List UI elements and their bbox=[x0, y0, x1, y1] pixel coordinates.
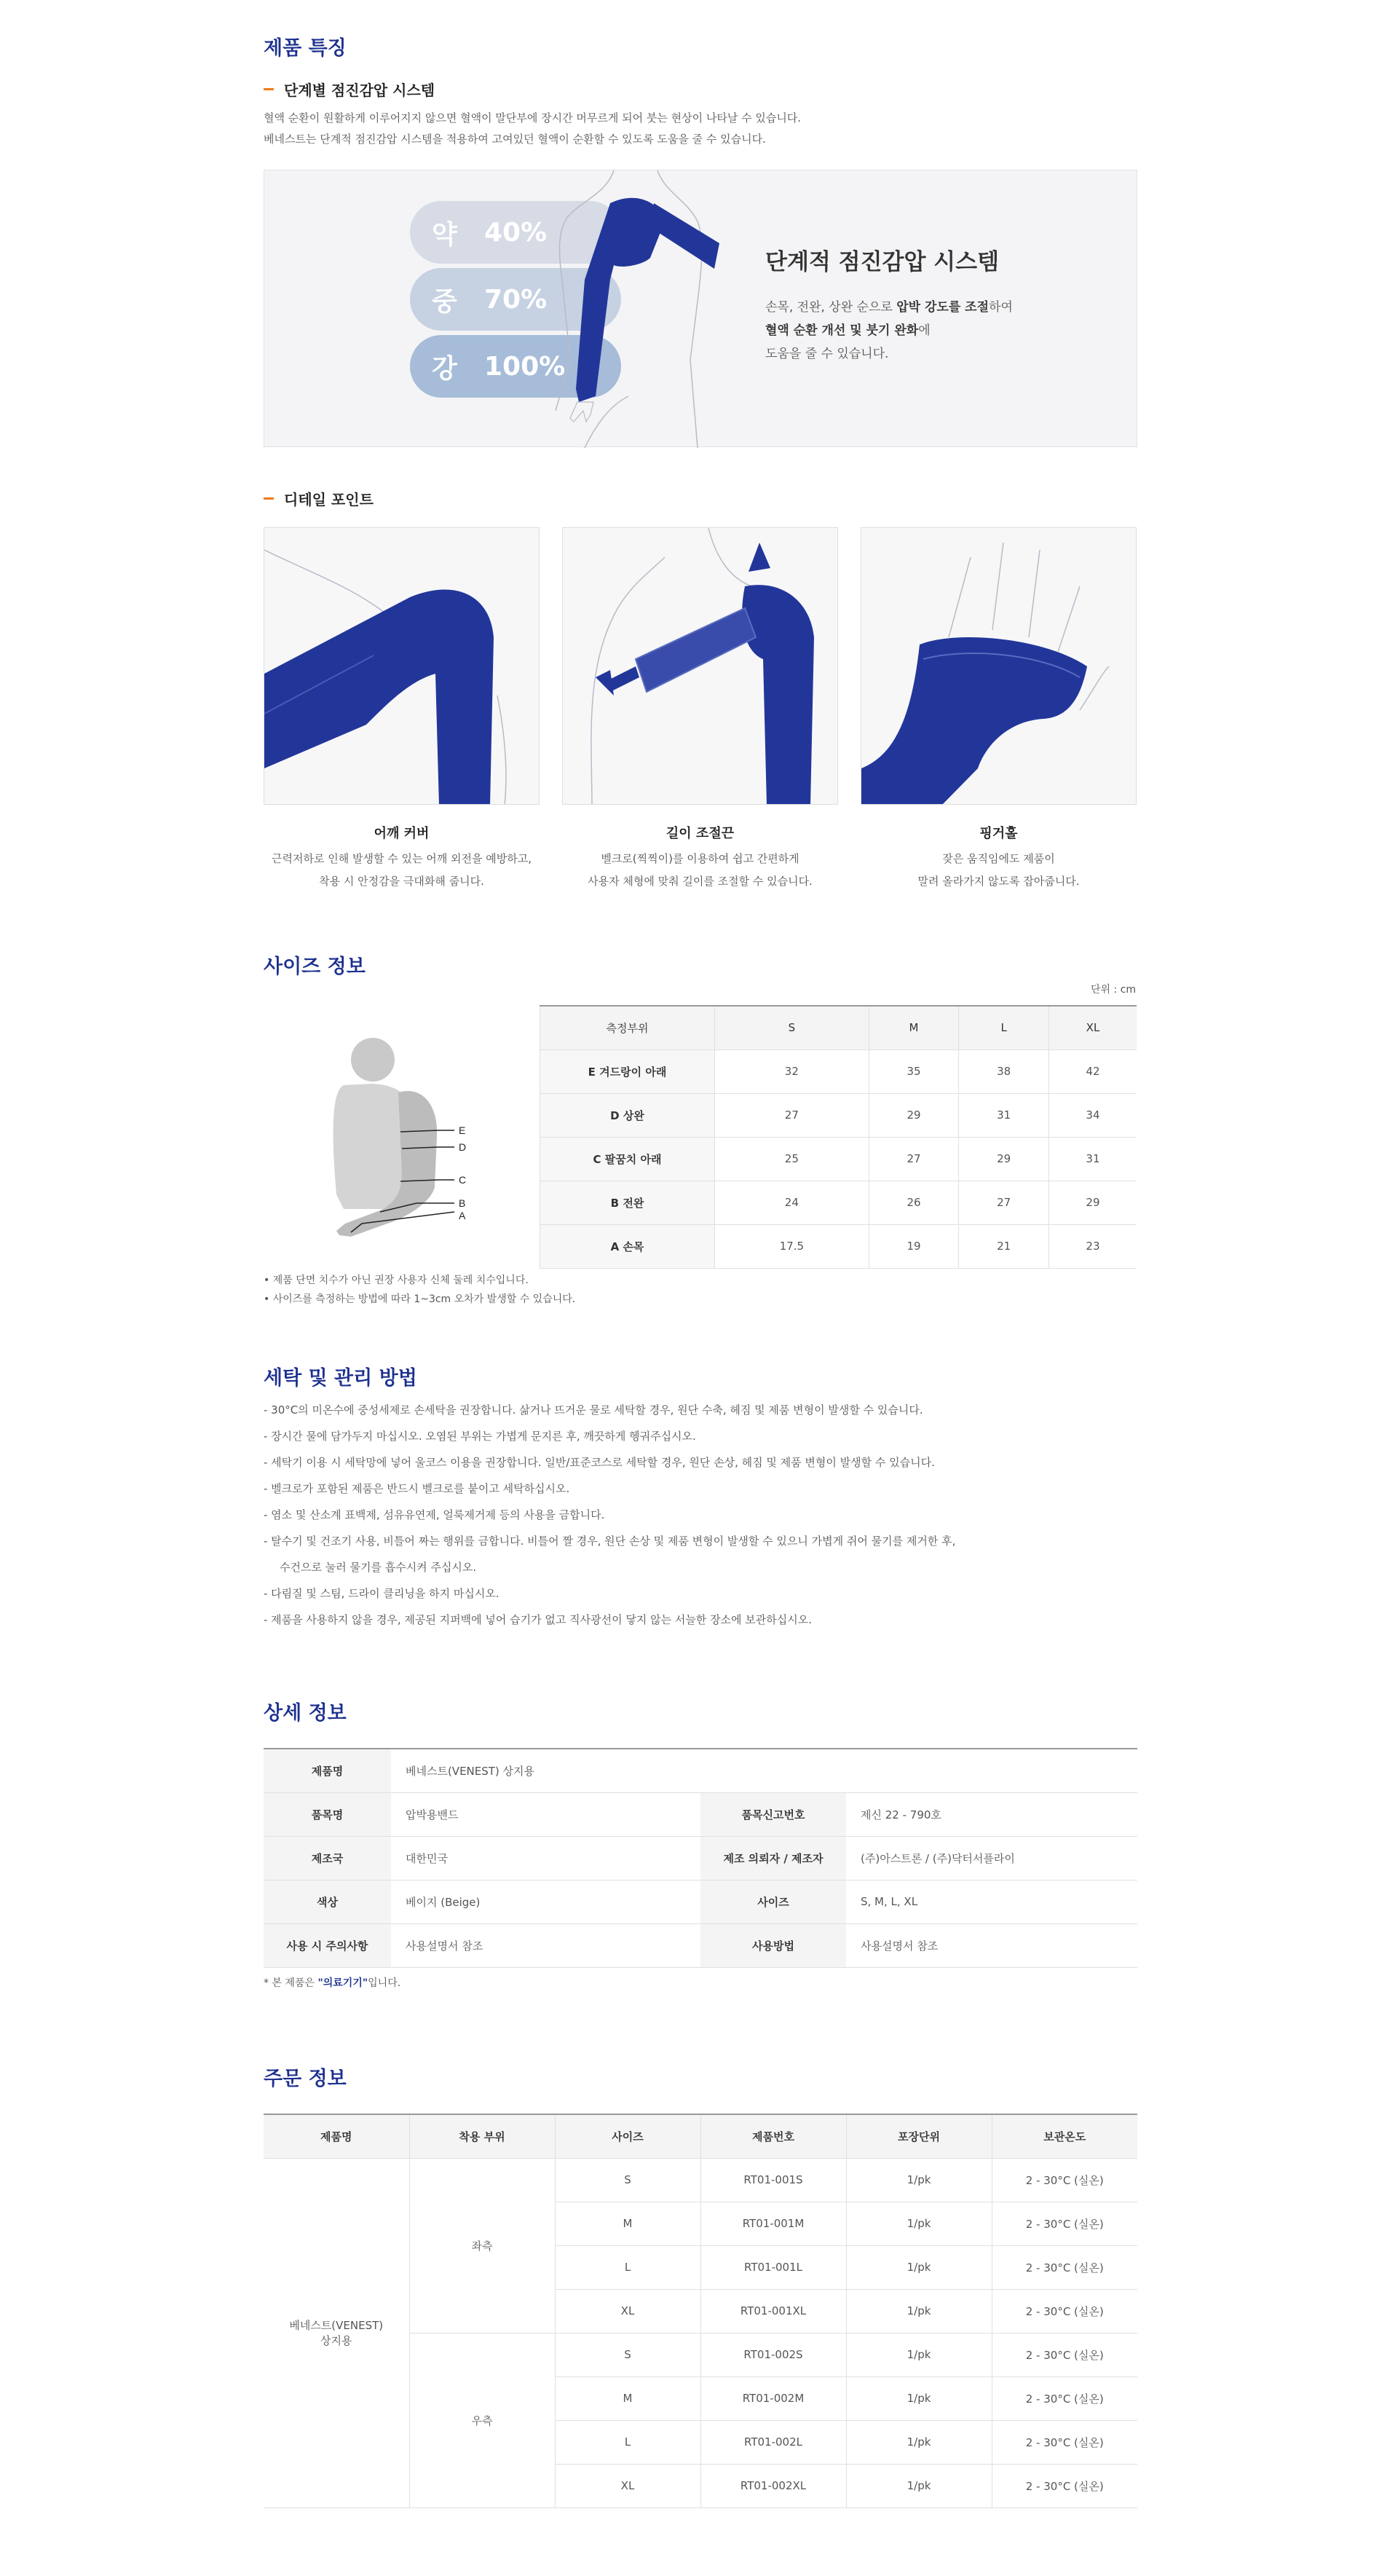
size-header-l: L bbox=[959, 1006, 1049, 1049]
info-table bbox=[264, 1748, 1137, 1968]
details-subtitle bbox=[264, 488, 374, 509]
size-cell: 31 bbox=[1048, 1137, 1137, 1181]
info-label: 제품명 bbox=[264, 1749, 391, 1792]
order-cell: 1/pk bbox=[846, 2420, 992, 2464]
note-medical-device: "의료기기" bbox=[317, 1977, 368, 1989]
size-header-part: 측정부위 bbox=[540, 1006, 715, 1049]
size-title: 사이즈 정보 bbox=[264, 956, 366, 978]
size-cell: 27 bbox=[959, 1181, 1049, 1224]
table-row bbox=[540, 1181, 1137, 1224]
desc-bold-compression: 압박 강도를 조절 bbox=[896, 300, 990, 315]
size-part-label: D 상완 bbox=[540, 1093, 715, 1137]
note-part-c: 입니다. bbox=[368, 1977, 401, 1989]
wash-line: - 장시간 물에 담가두지 마십시오. 오염된 부위는 가볍게 문지른 후, 깨끗하게 헹궈주십시오. bbox=[264, 1430, 696, 1443]
order-header: 보관온도 bbox=[992, 2114, 1137, 2158]
table-row bbox=[264, 2158, 1137, 2202]
size-cell: 32 bbox=[715, 1049, 869, 1093]
desc-part-c: 하여 bbox=[989, 300, 1013, 315]
size-note-2: • 사이즈를 측정하는 방법에 따라 1~3cm 오차가 발생할 수 있습니다. bbox=[264, 1293, 576, 1305]
wash-line: - 벨크로가 포함된 제품은 반드시 벨크로를 붙이고 세탁하십시오. bbox=[264, 1482, 570, 1495]
order-cell: 2 - 30°C (실온) bbox=[992, 2376, 1137, 2420]
level-mid-value: 70% bbox=[484, 284, 548, 315]
table-row bbox=[264, 1792, 1137, 1836]
detail-desc-3-line1: 잦은 움직임에도 제품이 bbox=[942, 852, 1055, 865]
size-cell: 21 bbox=[959, 1224, 1049, 1268]
info-value: (주)아스트론 / (주)닥터서플라이 bbox=[846, 1836, 1137, 1880]
torso-sleeve-illustration bbox=[541, 170, 730, 448]
order-cell: 1/pk bbox=[846, 2245, 992, 2289]
order-cell: XL bbox=[555, 2289, 700, 2333]
note-part-a: * 본 제품은 bbox=[264, 1977, 318, 1989]
table-row bbox=[540, 1049, 1137, 1093]
order-cell: RT01-002S bbox=[700, 2333, 846, 2376]
order-header: 착용 부위 bbox=[409, 2114, 555, 2158]
info-label: 품목신고번호 bbox=[700, 1792, 846, 1836]
info-value: 사용설명서 참조 bbox=[846, 1923, 1137, 1967]
order-table bbox=[264, 2114, 1137, 2508]
size-note-1: • 제품 단면 치수가 아닌 권장 사용자 신체 둘레 치수입니다. bbox=[264, 1275, 529, 1286]
medical-device-note bbox=[264, 1975, 400, 1990]
desc-part-a: 손목, 전완, 상완 순으로 bbox=[765, 300, 897, 315]
size-cell: 24 bbox=[715, 1181, 869, 1224]
size-cell: 25 bbox=[715, 1137, 869, 1181]
order-product-line2: 상지용 bbox=[320, 2334, 352, 2347]
desc-part-f: 도움을 줄 수 있습니다. bbox=[765, 347, 889, 361]
detail-desc-1-line2: 착용 시 안정감을 극대화해 줍니다. bbox=[319, 875, 484, 888]
level-mid-key: 중 bbox=[432, 286, 457, 317]
order-product-name bbox=[264, 2158, 409, 2508]
info-label: 사용 시 주의사항 bbox=[264, 1923, 391, 1967]
info-label: 사이즈 bbox=[700, 1880, 846, 1923]
detail-desc-1-line1: 근력저하로 인해 발생할 수 있는 어깨 외전을 예방하고, bbox=[272, 852, 532, 865]
desc-bold-circulation: 혈액 순환 개선 및 붓기 완화 bbox=[765, 323, 919, 338]
size-table bbox=[540, 1005, 1137, 1269]
size-cell: 26 bbox=[869, 1181, 959, 1224]
shoulder-cover-illustration bbox=[264, 528, 540, 805]
order-cell: 2 - 30°C (실온) bbox=[992, 2245, 1137, 2289]
detail-title-1: 어깨 커버 bbox=[374, 826, 430, 841]
order-cell: 2 - 30°C (실온) bbox=[992, 2333, 1137, 2376]
desc-part-e: 에 bbox=[918, 323, 931, 338]
info-value: 압박용밴드 bbox=[391, 1792, 700, 1836]
order-side-left: 좌측 bbox=[409, 2158, 555, 2333]
length-strap-illustration bbox=[563, 528, 838, 805]
detail-desc-2-line1: 벨크로(찍찍이)를 이용하여 쉽고 간편하게 bbox=[601, 852, 799, 865]
finger-hole-image bbox=[861, 527, 1137, 805]
order-cell: 1/pk bbox=[846, 2158, 992, 2202]
detail-desc-3 bbox=[861, 848, 1137, 893]
size-cell: 34 bbox=[1048, 1093, 1137, 1137]
size-cell: 27 bbox=[715, 1093, 869, 1137]
system-description bbox=[765, 296, 1013, 366]
level-high-value: 100% bbox=[484, 351, 566, 382]
order-cell: RT01-001M bbox=[700, 2202, 846, 2245]
size-unit: 단위 : cm bbox=[1090, 984, 1136, 996]
size-cell: 42 bbox=[1048, 1049, 1137, 1093]
accent-dash bbox=[264, 497, 274, 500]
info-label: 품목명 bbox=[264, 1792, 391, 1836]
marker-d: D bbox=[459, 1141, 467, 1153]
size-part-label: E 겨드랑이 아래 bbox=[540, 1049, 715, 1093]
detail-title-2: 길이 조절끈 bbox=[666, 826, 735, 841]
order-cell: RT01-002L bbox=[700, 2420, 846, 2464]
info-value: 대한민국 bbox=[391, 1836, 700, 1880]
level-low-value: 40% bbox=[484, 217, 548, 248]
system-heading: 단계적 점진감압 시스템 bbox=[765, 249, 1000, 275]
size-cell: 29 bbox=[1048, 1181, 1137, 1224]
order-cell: 1/pk bbox=[846, 2202, 992, 2245]
order-cell: 2 - 30°C (실온) bbox=[992, 2202, 1137, 2245]
order-header: 사이즈 bbox=[555, 2114, 700, 2158]
size-cell: 19 bbox=[869, 1224, 959, 1268]
order-cell: RT01-002XL bbox=[700, 2464, 846, 2508]
system-intro-line2: 베네스트는 단계적 점진감압 시스템을 적용하여 고여있던 혈액이 순환할 수 있도록 도움을 줄 수 있습니다. bbox=[264, 133, 766, 146]
order-cell: RT01-001XL bbox=[700, 2289, 846, 2333]
order-table-header bbox=[264, 2114, 1137, 2158]
table-row bbox=[264, 1880, 1137, 1923]
table-row bbox=[264, 1836, 1137, 1880]
order-product-line1: 베네스트(VENEST) bbox=[289, 2319, 384, 2332]
system-intro bbox=[264, 108, 801, 150]
order-cell: RT01-002M bbox=[700, 2376, 846, 2420]
order-cell: 1/pk bbox=[846, 2289, 992, 2333]
marker-b: B bbox=[459, 1197, 466, 1209]
system-subtitle bbox=[264, 79, 435, 100]
system-subtitle-text: 단계별 점진감압 시스템 bbox=[284, 82, 435, 99]
order-cell: L bbox=[555, 2420, 700, 2464]
size-cell: 38 bbox=[959, 1049, 1049, 1093]
table-row bbox=[264, 1923, 1137, 1967]
info-label: 제조 의뢰자 / 제조자 bbox=[700, 1836, 846, 1880]
size-cell: 31 bbox=[959, 1093, 1049, 1137]
order-cell: L bbox=[555, 2245, 700, 2289]
level-low-key: 약 bbox=[432, 219, 457, 250]
size-header-m: M bbox=[869, 1006, 959, 1049]
order-cell: M bbox=[555, 2202, 700, 2245]
order-cell: 2 - 30°C (실온) bbox=[992, 2464, 1137, 2508]
order-cell: M bbox=[555, 2376, 700, 2420]
order-cell: 2 - 30°C (실온) bbox=[992, 2289, 1137, 2333]
order-cell: S bbox=[555, 2333, 700, 2376]
size-part-label: C 팔꿈치 아래 bbox=[540, 1137, 715, 1181]
size-notes bbox=[264, 1271, 575, 1309]
info-label: 사용방법 bbox=[700, 1923, 846, 1967]
order-cell: 1/pk bbox=[846, 2333, 992, 2376]
size-cell: 29 bbox=[959, 1137, 1049, 1181]
level-high-key: 강 bbox=[432, 353, 457, 384]
shoulder-cover-image bbox=[264, 527, 540, 805]
order-cell: RT01-001L bbox=[700, 2245, 846, 2289]
marker-c: C bbox=[459, 1174, 467, 1186]
detail-desc-2-line2: 사용자 체형에 맞춰 길이를 조절할 수 있습니다. bbox=[588, 875, 813, 888]
info-label: 색상 bbox=[264, 1880, 391, 1923]
marker-e: E bbox=[459, 1124, 466, 1136]
order-cell: XL bbox=[555, 2464, 700, 2508]
order-cell: 1/pk bbox=[846, 2376, 992, 2420]
size-cell: 29 bbox=[869, 1093, 959, 1137]
size-figure bbox=[264, 1005, 540, 1269]
wash-line: - 염소 및 산소계 표백제, 섬유유연제, 얼룩제거제 등의 사용을 금합니다. bbox=[264, 1508, 605, 1521]
length-strap-image bbox=[562, 527, 838, 805]
detail-desc-2 bbox=[562, 848, 838, 893]
system-intro-line1: 혈액 순환이 원활하게 이루어지지 않으면 혈액이 말단부에 장시간 머무르게 되어 붓는 현상이 나타날 수 있습니다. bbox=[264, 111, 802, 125]
table-row bbox=[540, 1093, 1137, 1137]
order-header: 제품명 bbox=[264, 2114, 409, 2158]
size-cell: 35 bbox=[869, 1049, 959, 1093]
size-header-xl: XL bbox=[1048, 1006, 1137, 1049]
size-cell: 27 bbox=[869, 1137, 959, 1181]
detail-title-3: 핑거홀 bbox=[979, 826, 1018, 841]
info-value: 사용설명서 참조 bbox=[391, 1923, 700, 1967]
order-cell: S bbox=[555, 2158, 700, 2202]
info-value: 베이지 (Beige) bbox=[391, 1880, 700, 1923]
wash-instructions bbox=[264, 1397, 955, 1633]
info-title: 상세 정보 bbox=[264, 1702, 347, 1725]
table-row bbox=[540, 1224, 1137, 1268]
table-row bbox=[540, 1137, 1137, 1181]
info-value: 베네스트(VENEST) 상지용 bbox=[391, 1749, 1137, 1792]
order-header: 제품번호 bbox=[700, 2114, 846, 2158]
order-title: 주문 정보 bbox=[264, 2068, 347, 2090]
wash-line: - 다림질 및 스팀, 드라이 클리닝을 하지 마십시오. bbox=[264, 1587, 499, 1600]
info-value: S, M, L, XL bbox=[846, 1880, 1137, 1923]
order-cell: 1/pk bbox=[846, 2464, 992, 2508]
info-label: 제조국 bbox=[264, 1836, 391, 1880]
features-title: 제품 특징 bbox=[264, 37, 347, 60]
size-header-s: S bbox=[715, 1006, 869, 1049]
wash-line: - 제품을 사용하지 않을 경우, 제공된 지퍼백에 넣어 습기가 없고 직사광선이 닿지 않는 서늘한 장소에 보관하십시오. bbox=[264, 1613, 813, 1626]
wash-line: - 탈수기 및 건조기 사용, 비틀어 짜는 행위를 금합니다. 비틀어 짤 경우, 원단 손상 및 제품 변형이 발생할 수 있으니 가볍게 쥐어 물기를 제거한 후, bbox=[264, 1535, 956, 1548]
wash-title: 세탁 및 관리 방법 bbox=[264, 1367, 417, 1390]
accent-dash bbox=[264, 88, 274, 90]
body-measure-illustration bbox=[264, 1005, 540, 1269]
marker-a: A bbox=[459, 1210, 466, 1221]
order-header: 포장단위 bbox=[846, 2114, 992, 2158]
compression-system-box bbox=[264, 170, 1137, 447]
order-cell: RT01-001S bbox=[700, 2158, 846, 2202]
wash-line: - 세탁기 이용 시 세탁망에 넣어 울코스 이용을 권장합니다. 일반/표준코스로 세탁할 경우, 원단 손상, 헤짐 및 제품 변형이 발생할 수 있습니다. bbox=[264, 1456, 935, 1469]
size-part-label: B 전완 bbox=[540, 1181, 715, 1224]
size-cell: 23 bbox=[1048, 1224, 1137, 1268]
order-cell: 2 - 30°C (실온) bbox=[992, 2420, 1137, 2464]
order-cell: 2 - 30°C (실온) bbox=[992, 2158, 1137, 2202]
finger-hole-illustration bbox=[861, 528, 1137, 805]
wash-line: 수건으로 눌러 물기를 흡수시켜 주십시오. bbox=[280, 1561, 477, 1574]
size-table-header bbox=[540, 1006, 1137, 1049]
detail-desc-3-line2: 말려 올라가지 않도록 잡아줍니다. bbox=[917, 875, 1080, 888]
order-side-right: 우측 bbox=[409, 2333, 555, 2508]
table-row bbox=[264, 1749, 1137, 1792]
size-part-label: A 손목 bbox=[540, 1224, 715, 1268]
detail-desc-1 bbox=[264, 848, 540, 893]
details-subtitle-text: 디테일 포인트 bbox=[284, 491, 374, 508]
size-cell: 17.5 bbox=[715, 1224, 869, 1268]
info-value: 제신 22 - 790호 bbox=[846, 1792, 1137, 1836]
wash-line: - 30°C의 미온수에 중성세제로 손세탁을 권장합니다. 삶거나 뜨거운 물로 세탁할 경우, 원단 수축, 헤짐 및 제품 변형이 발생할 수 있습니다. bbox=[264, 1403, 923, 1417]
